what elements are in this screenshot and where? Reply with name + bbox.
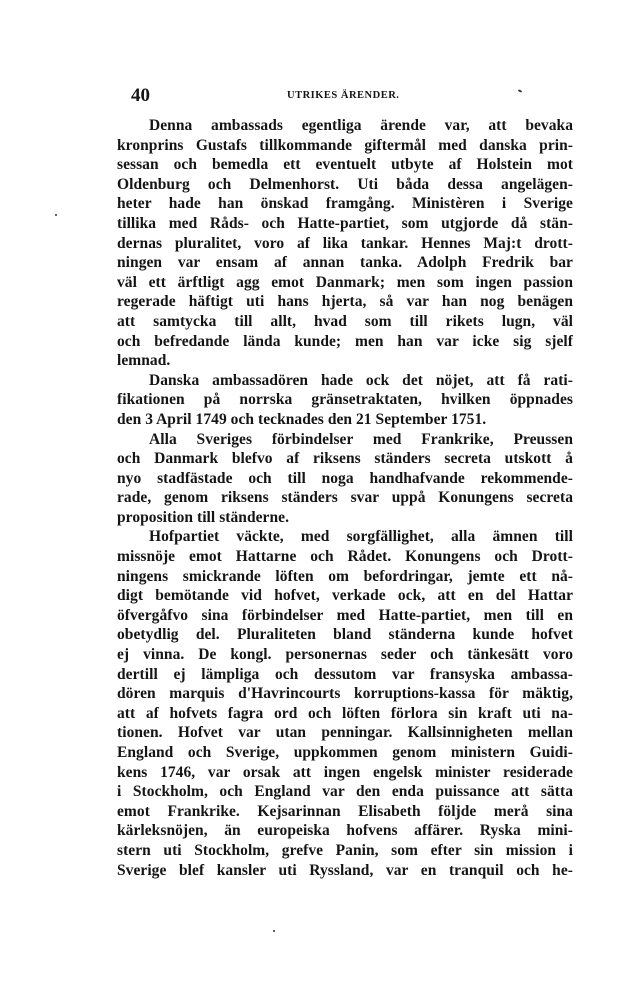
text-line: den 3 April 1749 och tecknades den 21 September 1751. <box>117 410 487 428</box>
text-line: fikationen på norrska gränsetraktaten, hvilken öppnades <box>117 391 573 409</box>
text-line: Oldenburg och Delmenhorst. Uti båda dessa angelägen- <box>117 175 573 193</box>
text-line: proposition till ständerne. <box>117 508 290 526</box>
running-head: UTRIKES ÄRENDER. <box>287 90 400 101</box>
text-line: sessan och bemedla ett eventuelt utbyte af Holstein mot <box>117 156 573 174</box>
text-line: nyo stadfästade och till noga handhafvande rekommende- <box>117 469 573 487</box>
text-line: missnöje emot Hattarne och Rådet. Konungens och Drott- <box>117 548 573 566</box>
text-line: öfvergåfvo sina förbindelser med Hatte-partiet, men till en <box>117 606 573 624</box>
text-line: digt bemötande vid hofvet, verkade ock, att en del Hattar <box>117 587 573 605</box>
text-line: ningens smickrande löften om befordringar, jemte ett nå- <box>117 567 573 585</box>
text-line: tionen. Hofvet var utan penningar. Kallsinnigheten mellan <box>117 724 573 742</box>
body-text <box>117 116 573 880</box>
text-line: att af hofvets fagra ord och löften förlora sin kraft uti na- <box>117 704 573 722</box>
text-line: Danska ambassadören hade ock det nöjet, att få rati- <box>149 371 573 389</box>
text-line: Sverige blef kansler uti Ryssland, var en tranquil och he- <box>117 861 573 879</box>
text-line: och befredande lända kunde; men han var icke sig sjelf <box>117 332 573 350</box>
text-line: regerade häftigt uti hans hjerta, så var han nog benägen <box>117 293 573 311</box>
page-number: 40 <box>131 85 150 106</box>
text-line: väl ett ärftligt agg emot Danmark; men som ingen passion <box>117 273 573 291</box>
text-line: ningen var ensam af annan tanka. Adolph Fredrik bar <box>117 254 573 272</box>
text-line: heter hade han önskad framgång. Ministèren i Sverige <box>117 195 573 213</box>
text-line: dertill ej lämpliga och dessutom var fransyska ambassa- <box>117 665 573 683</box>
text-line: tillika med Råds- och Hatte-partiet, som utgjorde då stän- <box>117 214 573 232</box>
print-speck <box>55 214 57 216</box>
text-line: dernas pluralitet, voro af lika tankar. Hennes Maj:t drott- <box>117 234 573 252</box>
text-line: att samtycka till allt, hvad som till rikets lugn, väl <box>117 312 573 330</box>
text-line: Denna ambassads egentliga ärende var, att bevaka <box>149 117 573 134</box>
text-line: Alla Sveriges förbindelser med Frankrike, Preussen <box>149 430 573 448</box>
text-line: Hofpartiet väckte, med sorgfällighet, alla ämnen till <box>149 528 573 546</box>
text-line: kronprins Gustafs tillkommande giftermål med danska prin- <box>117 136 573 154</box>
text-line: stern uti Stockholm, grefve Panin, som efter sin mission i <box>117 841 573 859</box>
text-line: obetydlig del. Pluraliteten bland ständerna kunde hofvet <box>117 626 573 644</box>
text-line: och Danmark blefvo af riksens ständers secreta utskott å <box>117 450 573 468</box>
page-header <box>117 85 572 107</box>
print-speck <box>273 930 275 932</box>
text-line: England och Sverige, uppkommen genom ministern Guidi- <box>117 744 573 761</box>
text-line: kens 1746, var orsak att ingen engelsk minister residerade <box>117 763 573 781</box>
text-line: dören marquis d'Havrincourts korruptions-kassa för mäktig, <box>117 685 573 703</box>
text-line: ej vinna. De kongl. personernas seder och tänkesätt voro <box>117 646 573 664</box>
text-line: rade, genom riksens ständers svar uppå Konungens secreta <box>117 489 573 507</box>
text-line: lemnad. <box>117 352 171 370</box>
text-line: emot Frankrike. Kejsarinnan Elisabeth följde merå sina <box>117 802 573 820</box>
text-line: i Stockholm, och England var den enda puissance att sätta <box>117 783 573 801</box>
text-line: kärleksnöjen, än europeiska hofvens affärer. Ryska mini- <box>117 822 573 840</box>
